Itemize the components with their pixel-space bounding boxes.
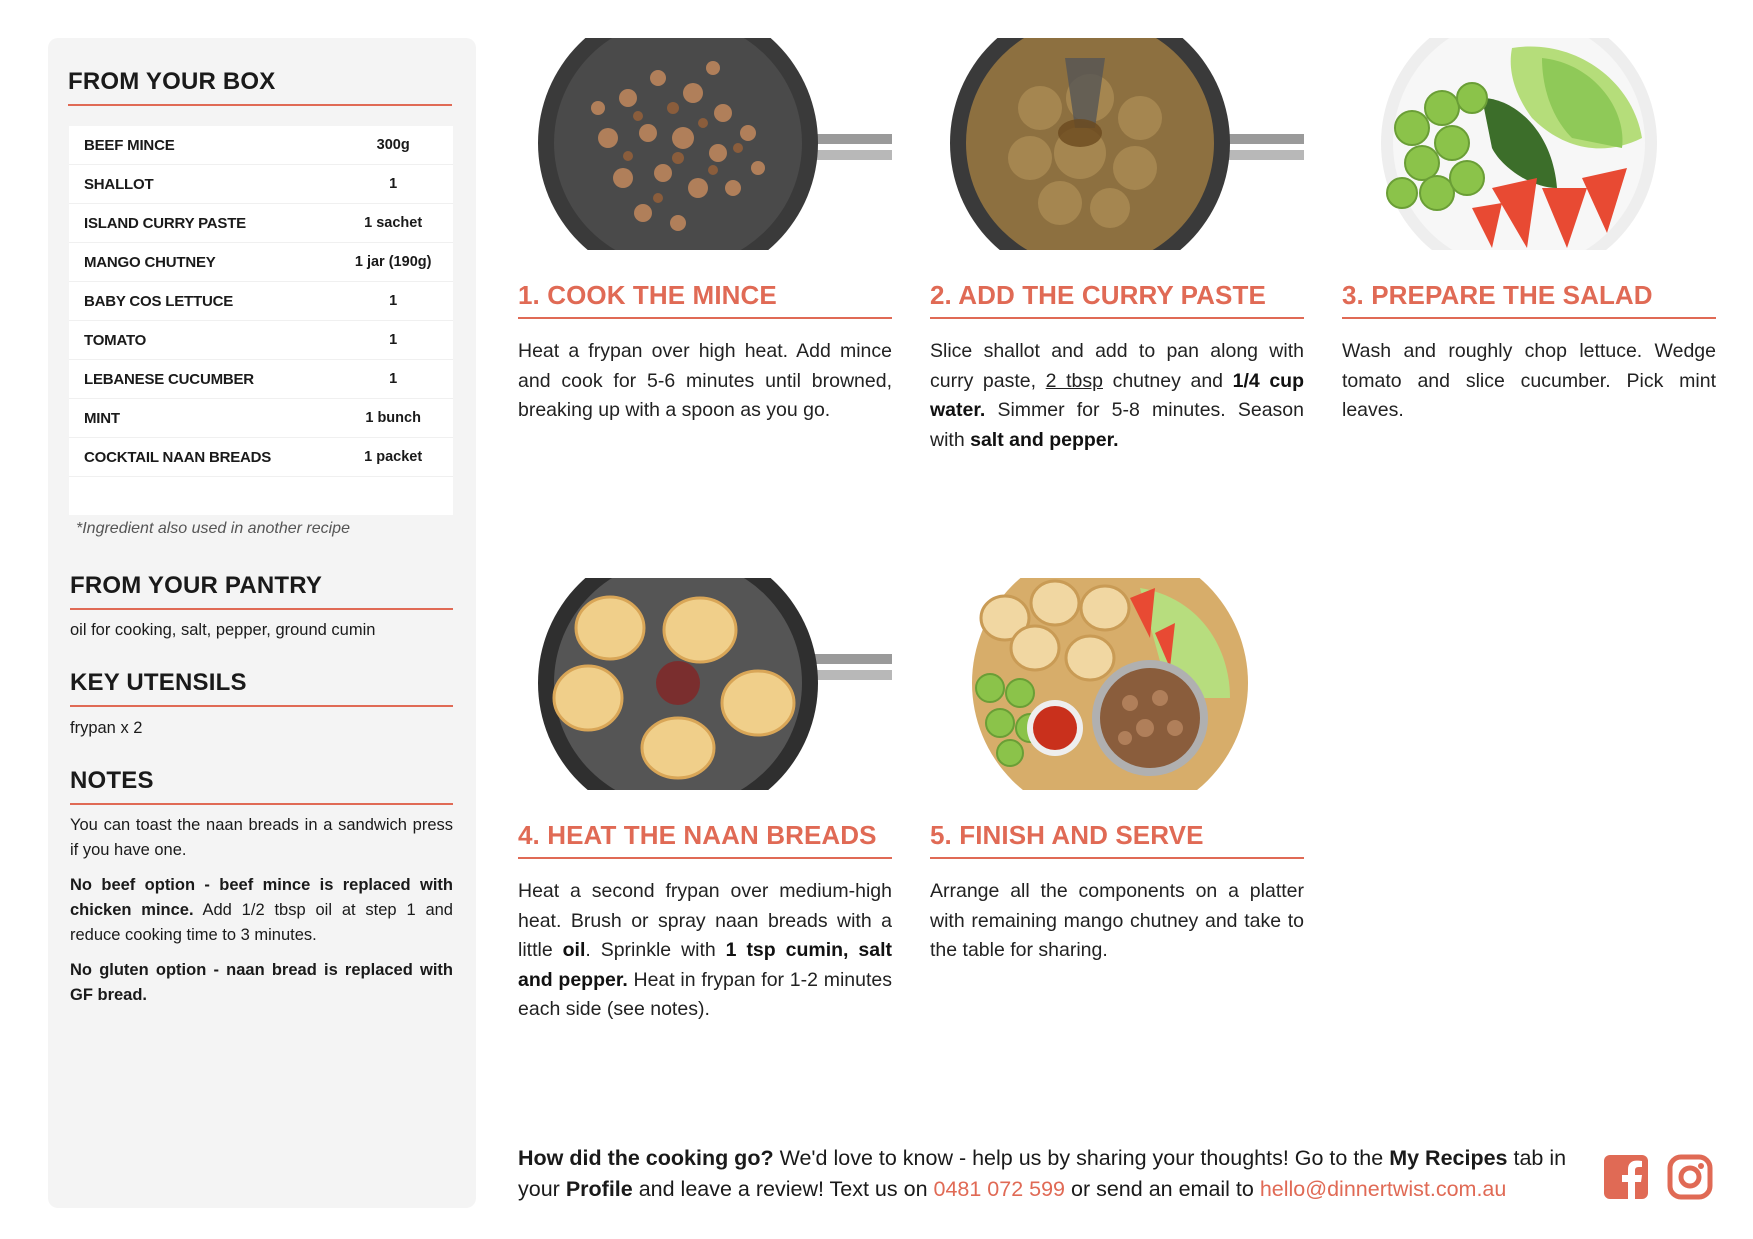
ingredients-table xyxy=(69,126,453,515)
ingredient-name: ISLAND CURRY PASTE xyxy=(84,214,246,232)
step-4-photo xyxy=(518,578,892,790)
table-row xyxy=(69,321,453,360)
utensils-heading: KEY UTENSILS xyxy=(70,669,453,707)
table-row xyxy=(69,243,453,282)
step-4-text xyxy=(518,877,892,1025)
instagram-icon[interactable] xyxy=(1666,1153,1714,1201)
ingredient-qty: 1 xyxy=(389,332,398,348)
table-row xyxy=(69,360,453,399)
phone-link[interactable]: 0481 072 599 xyxy=(933,1177,1066,1201)
footer-text-c: and leave a review! Text us on xyxy=(632,1177,934,1201)
ingredient-qty: 1 packet xyxy=(364,449,423,465)
ingredient-name: BEEF MINCE xyxy=(84,136,175,154)
profile-link[interactable]: Profile xyxy=(565,1177,633,1201)
notes-body xyxy=(70,813,453,1018)
step-2-chutney-amount: 2 tbsp xyxy=(1045,369,1103,392)
step-2-title: 2. ADD THE CURRY PASTE xyxy=(930,280,1304,319)
feedback-footer xyxy=(518,1143,1578,1205)
step-1-text: Heat a frypan over high heat. Add mince and cook for 5-6 minutes until browned, breaking up with a spoon as you go. xyxy=(518,340,892,421)
step-2-text-a: Slice shallot and add to pan along with curry paste, xyxy=(930,340,1304,392)
step-2 xyxy=(930,38,1304,455)
step-3-text: Wash and roughly chop lettuce. Wedge tomato and slice cucumber. Pick mint leaves. xyxy=(1342,340,1716,421)
table-spacer xyxy=(69,477,453,515)
table-row xyxy=(69,399,453,438)
step-5 xyxy=(930,578,1304,966)
step-5-text: Arrange all the components on a platter with remaining mango chutney and take to the table for sharing. xyxy=(930,880,1304,961)
step-2-text-c: Simmer for 5-8 minutes. Season with xyxy=(930,399,1304,451)
footer-question: How did the cooking go? xyxy=(518,1146,774,1170)
step-2-text-b: chutney and xyxy=(1102,369,1233,392)
utensils-text: frypan x 2 xyxy=(70,719,143,737)
ingredients-panel xyxy=(48,38,476,1208)
ingredient-name: BABY COS LETTUCE xyxy=(84,292,234,310)
step-2-photo xyxy=(930,38,1304,250)
note-1: You can toast the naan breads in a sandwich press if you have one. xyxy=(70,816,453,859)
ingredient-qty: 1 jar (190g) xyxy=(354,254,432,270)
table-row xyxy=(69,282,453,321)
table-row xyxy=(69,165,453,204)
step-5-photo xyxy=(930,578,1304,790)
footer-text-d: or send an email to xyxy=(1065,1177,1260,1201)
note-3-bold: No gluten option - naan bread is replaced with GF bread. xyxy=(70,961,453,1004)
step-4-text-b: . Sprinkle with xyxy=(585,939,726,961)
step-1-photo xyxy=(518,38,892,250)
facebook-icon[interactable] xyxy=(1602,1153,1650,1201)
note-2-rest: Add 1/2 tbsp oil at step 1 and reduce cooking time to 3 minutes. xyxy=(70,901,453,944)
step-2-seasoning: salt and pepper. xyxy=(970,428,1119,451)
ingredient-qty: 1 xyxy=(389,371,398,387)
step-5-title: 5. FINISH AND SERVE xyxy=(930,820,1304,859)
step-3 xyxy=(1342,38,1716,426)
ingredient-name: MINT xyxy=(84,409,120,427)
pantry-heading: FROM YOUR PANTRY xyxy=(70,572,453,610)
ingredient-qty: 1 sachet xyxy=(364,215,423,231)
ingredient-footnote: *Ingredient also used in another recipe xyxy=(76,520,350,537)
ingredient-qty: 1 xyxy=(389,293,398,309)
step-4-oil: oil xyxy=(562,939,586,961)
ingredient-name: TOMATO xyxy=(84,331,147,349)
pantry-text: oil for cooking, salt, pepper, ground cumin xyxy=(70,621,376,639)
ingredient-name: LEBANESE CUCUMBER xyxy=(84,370,254,388)
table-row xyxy=(69,204,453,243)
my-recipes-link[interactable]: My Recipes xyxy=(1389,1146,1508,1170)
note-3 xyxy=(70,958,453,1008)
note-2 xyxy=(70,873,453,948)
step-3-photo xyxy=(1342,38,1716,250)
ingredient-name: SHALLOT xyxy=(84,175,154,193)
footer-text-a: We'd love to know - help us by sharing your thoughts! Go to the xyxy=(773,1146,1390,1170)
table-row xyxy=(69,126,453,165)
step-4-text-c: Heat in frypan for 1-2 minutes each side (see notes). xyxy=(518,968,892,1020)
step-2-water: 1/4 cup water. xyxy=(930,369,1304,421)
step-4-text-a: Heat a second frypan over medium-high heat. Brush or spray naan breads with a little xyxy=(518,880,892,961)
step-4-seasoning: 1 tsp cumin, salt and pepper. xyxy=(518,939,892,991)
ingredient-qty: 1 xyxy=(389,176,398,192)
notes-heading: NOTES xyxy=(70,767,453,805)
note-2-bold: No beef option - beef mince is replaced with chicken mince. xyxy=(70,876,453,919)
ingredient-qty: 1 bunch xyxy=(365,410,421,426)
step-4 xyxy=(518,578,892,1025)
step-1 xyxy=(518,38,892,426)
step-4-title: 4. HEAT THE NAAN BREADS xyxy=(518,820,892,859)
email-link[interactable]: hello@dinnertwist.com.au xyxy=(1259,1177,1507,1201)
ingredient-qty: 300g xyxy=(376,137,410,153)
from-your-box-heading: FROM YOUR BOX xyxy=(68,68,452,106)
step-2-text xyxy=(930,337,1304,455)
table-row xyxy=(69,438,453,477)
footer-text-b: tab in your xyxy=(518,1146,1567,1201)
ingredient-name: MANGO CHUTNEY xyxy=(84,253,216,271)
step-1-title: 1. COOK THE MINCE xyxy=(518,280,892,319)
step-3-title: 3. PREPARE THE SALAD xyxy=(1342,280,1716,319)
ingredient-name: COCKTAIL NAAN BREADS xyxy=(84,448,272,466)
